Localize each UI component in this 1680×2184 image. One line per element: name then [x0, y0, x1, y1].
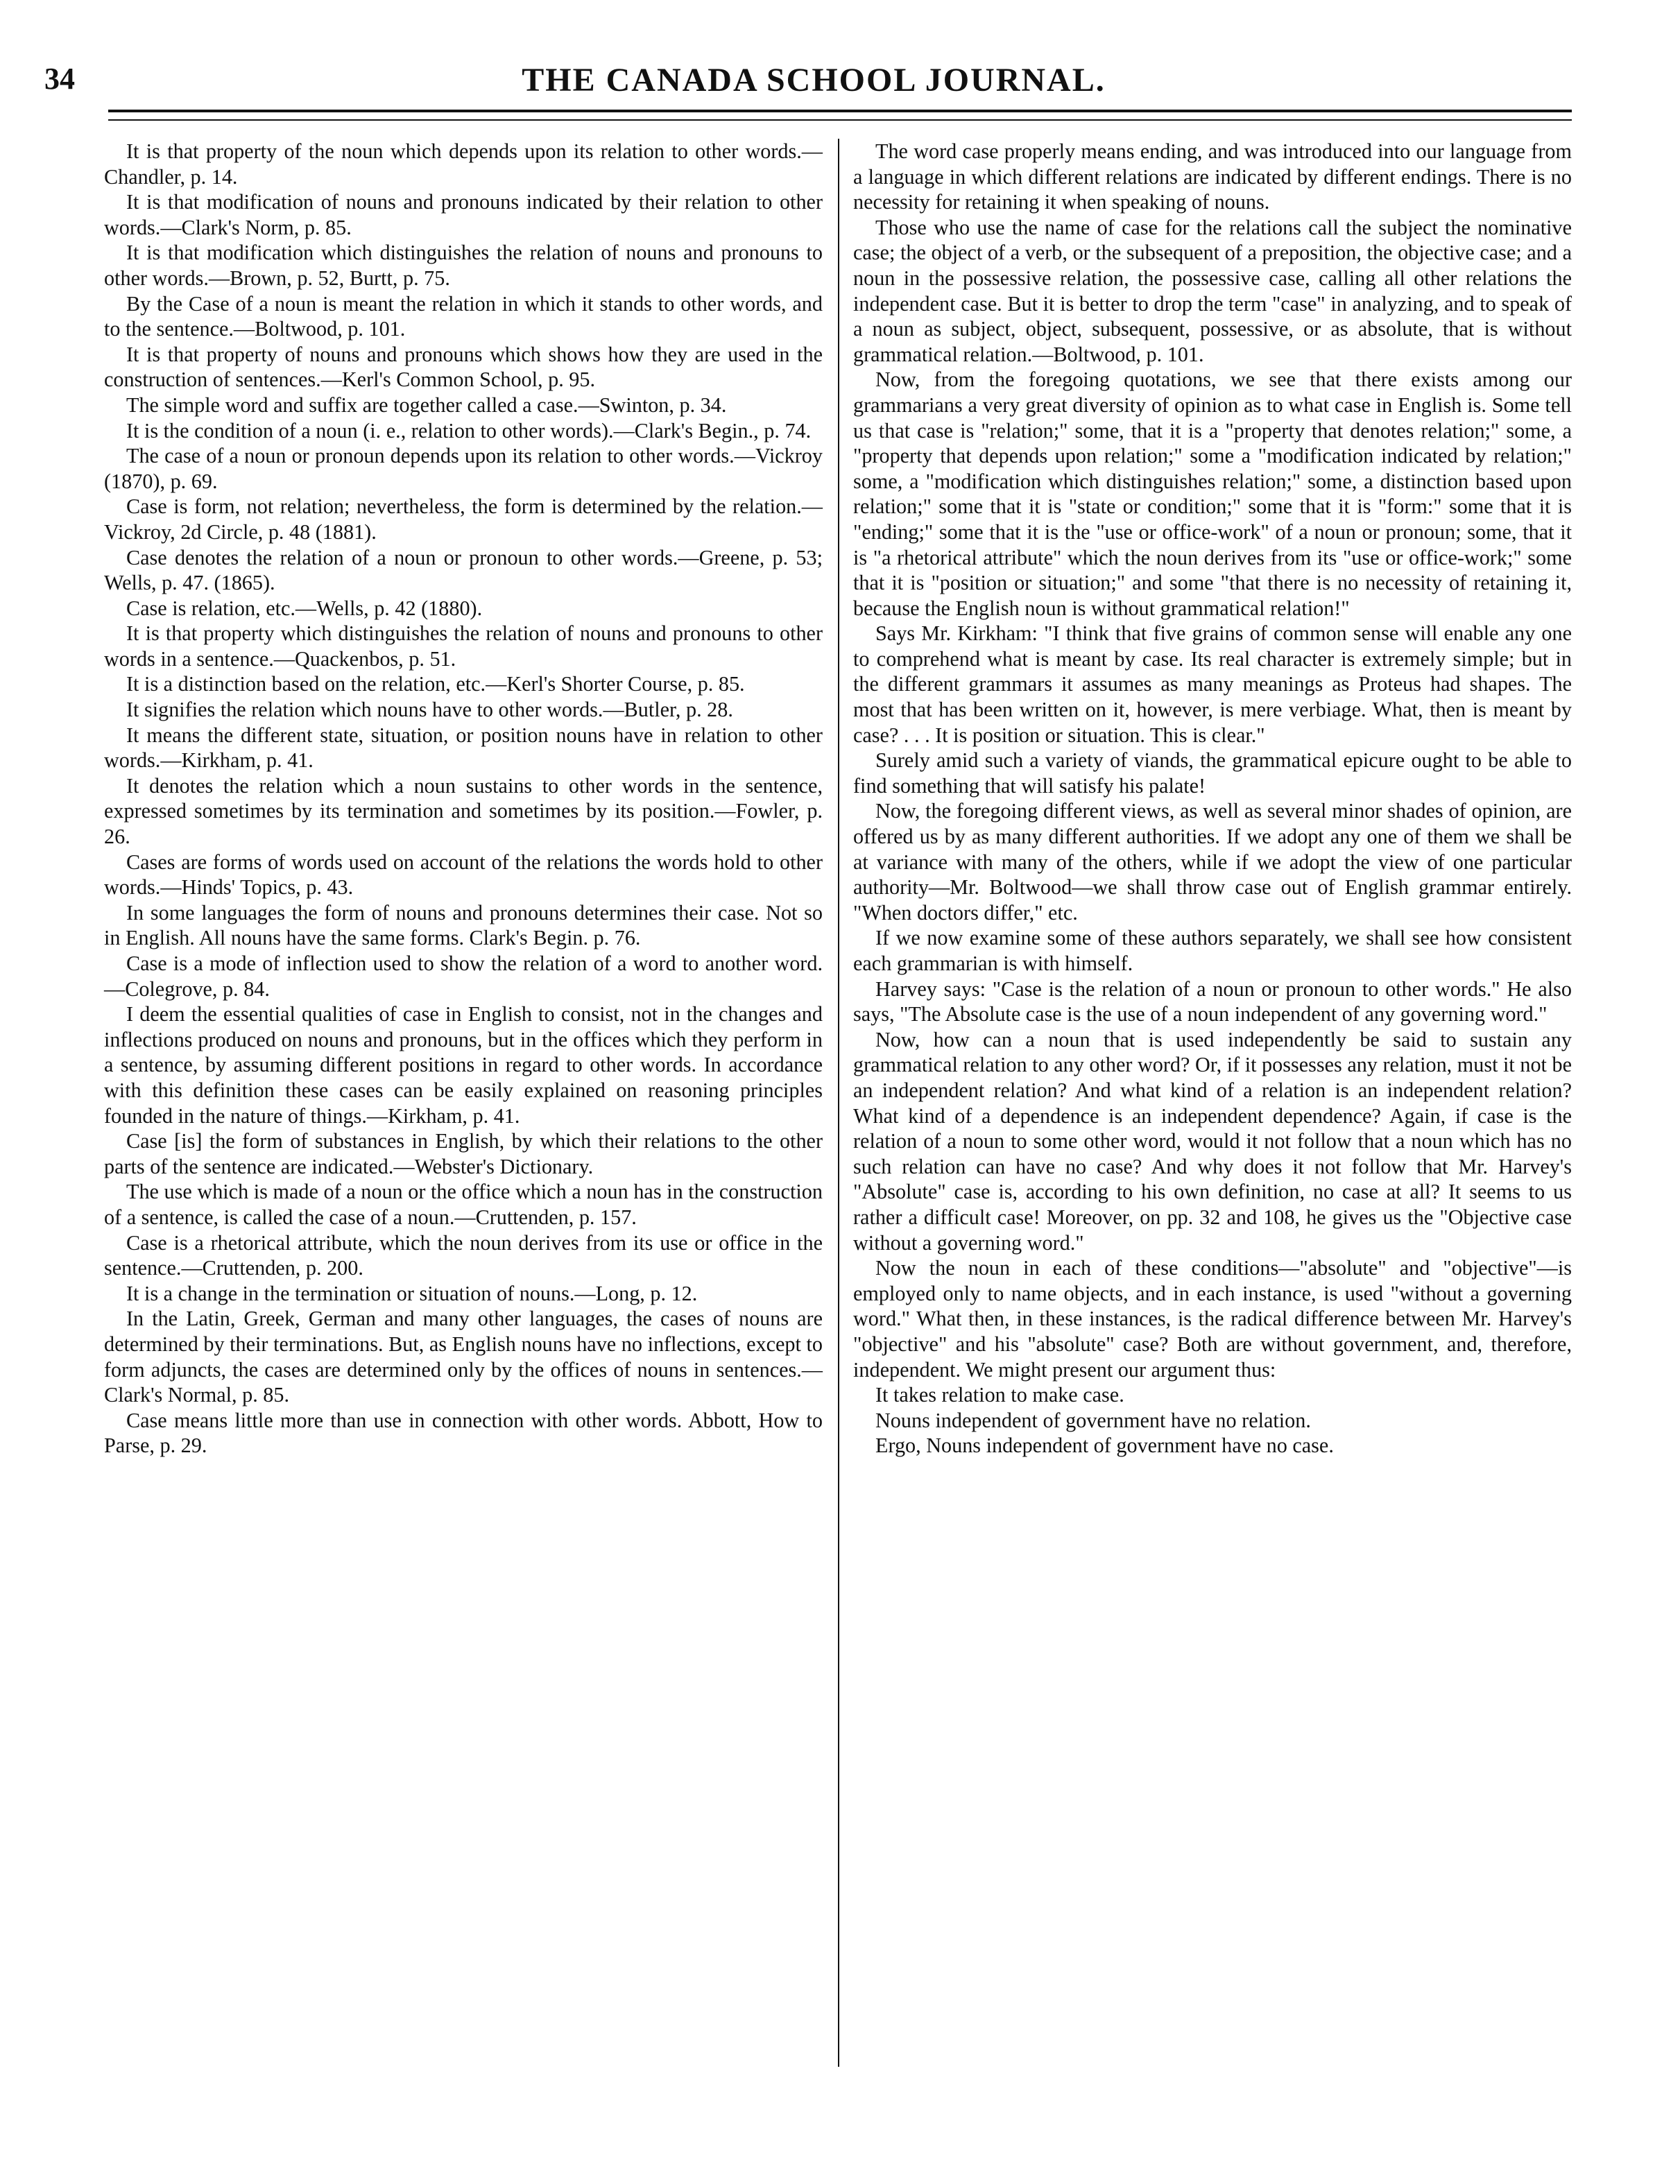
paragraph: Now the noun in each of these conditions—"absolute" and "objective"—is employed only to name objects, and in each instance, is used "without a governing word." What then, in these instances, is the radical difference between Mr. Harvey's "objective" and his "absolute" case? Both are without government, and, therefore, independent. We might present our argument thus:	[853, 1256, 1572, 1382]
paragraph: It signifies the relation which nouns have to other words.—Butler, p. 28.	[126, 698, 733, 722]
paragraph: It denotes the relation which a noun sustains to other words in the sentence, expressed sometimes by its termination and sometimes by its position.—Fowler, p. 26.	[104, 773, 823, 849]
paragraph: The use which is made of a noun or the office which a noun has in the construction of a sentence, is called the case of a noun.—Cruttenden, p. 157.	[104, 1180, 823, 1229]
paragraph: It is that property of the noun which depends upon its relation to other words.—Chandler, p. 14.	[104, 139, 823, 189]
journal-title: THE CANADA SCHOOL JOURNAL.	[522, 62, 1106, 98]
paragraph: Case is a mode of inflection used to show the relation of a word to another word.—Colegrove, p. 84.	[104, 952, 823, 1001]
paragraph: It is that modification of nouns and pronouns indicated by their relation to other words.—Clark's Norm, p. 85.	[104, 190, 823, 239]
paragraph: It means the different state, situation, or position nouns have in relation to other words.—Kirkham, p. 41.	[104, 723, 823, 773]
paragraph: It is the condition of a noun (i. e., relation to other words).—Clark's Begin., p. 74.	[126, 418, 812, 442]
paragraph: It is a distinction based on the relation, etc.—Kerl's Shorter Course, p. 85.	[126, 672, 745, 696]
page-header	[44, 61, 1583, 110]
paragraph: Now, from the foregoing quotations, we see that there exists among our grammarians a very great diversity of opinion as to what case in English is. Some tell us that case is "relation;" some, that it is a "property that denotes relation;" some, a "property that depends upon relation;" some a "modification indicated by relation;" some, a "modification which distinguishes relation;" some, a distinction based upon relation;" some that it is "state or condition;" some that it is "form:" some that it is "ending;" some that it is the "use or office-work" of a noun or pronoun; some, that it is "a rhetorical attribute" which the noun derives from its "use or office-work;" some that it is "position or situation;" and some "that there is no necessity of retaining it, because the English noun is without grammatical relation!"	[853, 368, 1572, 620]
left-column	[104, 139, 823, 1459]
syllogism-line: Ergo, Nouns independent of government have no case.	[875, 1434, 1334, 1458]
syllogism-line: It takes relation to make case.	[875, 1383, 1124, 1407]
page-number: 34	[44, 62, 75, 96]
paragraph: The simple word and suffix are together called a case.—Swinton, p. 34.	[126, 393, 727, 417]
paragraph: Cases are forms of words used on account of the relations the words hold to other words.—Hinds' Topics, p. 43.	[104, 850, 823, 900]
paragraph: The case of a noun or pronoun depends upon its relation to other words.—Vickroy (1870), p. 69.	[104, 444, 823, 493]
paragraph: It is that property which distinguishes the relation of nouns and pronouns to other words in a sentence.—Quackenbos, p. 51.	[104, 621, 823, 671]
paragraph: In some languages the form of nouns and pronouns determines their case. Not so in English. All nouns have the same forms. Clark's Begin. p. 76.	[104, 900, 823, 950]
paragraph: If we now examine some of these authors separately, we shall see how consistent each grammarian is with himself.	[853, 926, 1572, 975]
paragraph: By the Case of a noun is meant the relation in which it stands to other words, and to the sentence.—Boltwood, p. 101.	[104, 291, 823, 341]
paragraph: Case means little more than use in connection with other words. Abbott, How to Parse, p. 29.	[104, 1408, 823, 1458]
paragraph: Harvey says: "Case is the relation of a noun or pronoun to other words." He also says, "The Absolute case is the use of a noun independent of any governing word."	[853, 977, 1572, 1026]
paragraph: In the Latin, Greek, German and many other languages, the cases of nouns are determined by their terminations. But, as English nouns have no inflections, except to form adjuncts, the cases are determined only by the offices of nouns in sentences.—Clark's Normal, p. 85.	[104, 1307, 823, 1407]
paragraph: Surely amid such a variety of viands, the grammatical epicure ought to be able to find something that will satisfy his palate!	[853, 748, 1572, 798]
paragraph: Those who use the name of case for the relations call the subject the nominative case; the object of a verb, or the subsequent of a preposition, the objective case; and a noun in the possessive relation, the possessive case, calling all other relations the independent case. But it is better to drop the term "case" in analyzing, and to speak of a noun as subject, object, subsequent, possessive, or as absolute, that is without grammatical relation.—Boltwood, p. 101.	[853, 215, 1572, 366]
paragraph: It is a change in the termination or situation of nouns.—Long, p. 12.	[126, 1281, 698, 1305]
syllogism-line: Nouns independent of government have no relation.	[875, 1408, 1311, 1432]
paragraph: Case [is] the form of substances in English, by which their relations to the other parts of the sentence are indicated.—Webster's Dictionary.	[104, 1129, 823, 1178]
paragraph: Case is form, not relation; nevertheless, the form is determined by the relation.—Vickroy, 2d Circle, p. 48 (1881).	[104, 495, 823, 544]
paragraph: Case denotes the relation of a noun or pronoun to other words.—Greene, p. 53; Wells, p. 47. (1865).	[104, 545, 823, 595]
paragraph: Case is relation, etc.—Wells, p. 42 (1880).	[126, 596, 483, 620]
paragraph: It is that modification which distinguishes the relation of nouns and pronouns to other words.—Brown, p. 52, Burtt, p. 75.	[104, 241, 823, 290]
column-divider	[838, 139, 839, 2067]
paragraph: The word case properly means ending, and was introduced into our language from a language in which different relations are indicated by different endings. There is no necessity for retaining it when speaking of nouns.	[853, 139, 1572, 214]
right-column	[853, 139, 1572, 1459]
header-rule-thick	[108, 110, 1572, 112]
paragraph: Case is a rhetorical attribute, which the noun derives from its use or office in the sentence.—Cruttenden, p. 200.	[104, 1230, 823, 1280]
paragraph: Now, how can a noun that is used independently be said to sustain any grammatical relation to any other word? Or, if it possesses any relation, must it not be an independent relation? And what kind of a relation is an independent relation? What kind of a dependence is an independent dependence? Again, if case is the relation of a noun to some other word, would it not follow that a noun which has no such relation can have no case? And why does it not follow that Mr. Harvey's "Absolute" case is, according to his own definition, no case at all? It seems to us rather a difficult case! Moreover, on pp. 32 and 108, he gives us the "Objective case without a governing word."	[853, 1027, 1572, 1255]
paragraph: Now, the foregoing different views, as well as several minor shades of opinion, are offered us by as many different authorities. If we adopt any one of them we shall be at variance with many of the others, while if we adopt the view of one particular authority—Mr. Boltwood—we shall throw case out of English grammar entirely. "When doctors differ," etc.	[853, 799, 1572, 925]
paragraph: I deem the essential qualities of case in English to consist, not in the changes and inflections produced on nouns and pronouns, but in the offices which they perform in a sentence, by assuming different positions in regard to other words. In accordance with this definition these cases can be easily explained on reasoning principles founded in the nature of things.—Kirkham, p. 41.	[104, 1002, 823, 1128]
paragraph: Says Mr. Kirkham: "I think that five grains of common sense will enable any one to comprehend what is meant by case. Its real character is extremely simple; but in the different grammars it assumes as many meanings as Proteus had shapes. The most that has been written on it, however, is mere verbiage. What, then is meant by case? . . . It is position or situation. This is clear."	[853, 621, 1572, 747]
header-rule-thin	[108, 119, 1572, 121]
syllogism	[853, 1382, 1572, 1459]
paragraph: It is that property of nouns and pronouns which shows how they are used in the construction of sentences.—Kerl's Common School, p. 95.	[104, 342, 823, 392]
